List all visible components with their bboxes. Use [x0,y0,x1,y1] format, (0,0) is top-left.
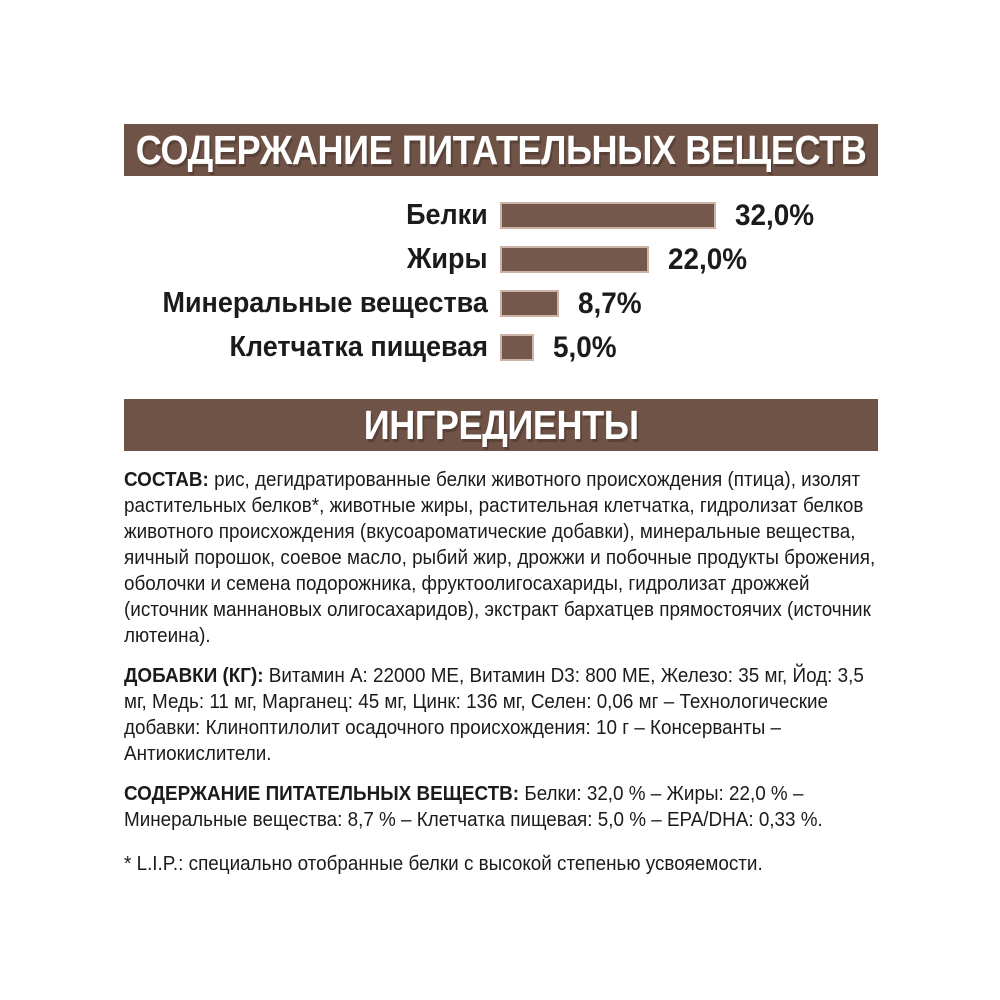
chart-category-label: Белки [406,199,488,231]
composition-label: СОСТАВ: [124,468,209,491]
chart-bar [500,246,649,273]
chart-row-proteins [124,198,878,232]
chart-row-fats [124,242,878,276]
nutrients-header-bar [124,124,878,176]
ingredients-header-title: ИНГРЕДИЕНТЫ [363,401,639,448]
nutrients-header-title: СОДЕРЖАНИЕ ПИТАТЕЛЬНЫХ ВЕЩЕСТВ [135,126,867,173]
chart-value-label: 32,0% [735,198,815,232]
composition-text: рис, дегидратированные белки животного происхождения (птица), изолят растительных белков*, животные жиры, растительная клетчатка, гидролизат белков животного происхождения (вкусоароматические добавки), минеральные вещества, яичный порошок, соевое масло, рыбий жир, дрожжи и побочные продукты брожения, оболочки и семена подорожника, фруктоолигосахариды, гидролизат дрожжей (источник маннановых олигосахаридов), экстракт бархатцев прямостоячих (источник лютеина). [124,468,876,647]
additives-paragraph [124,663,878,767]
chart-category-label: Жиры [407,243,488,275]
label-content [124,124,878,877]
chart-bar [500,290,559,317]
chart-row-minerals [124,286,878,320]
analysis-paragraph [124,781,878,833]
analysis-label: СОДЕРЖАНИЕ ПИТАТЕЛЬНЫХ ВЕЩЕСТВ: [124,782,520,805]
analysis-text: Белки: 32,0 % – Жиры: 22,0 % – Минеральные вещества: 8,7 % – Клетчатка пищевая: 5,0 % – EPA/DHA: 0,33 %. [124,782,823,831]
lip-footnote: * L.I.P.: специально отобранные белки с высокой степенью усвояемости. [124,852,763,875]
chart-bar [500,334,534,361]
chart-category-label: Минеральные вещества [162,287,488,319]
chart-value-label: 5,0% [553,330,617,364]
chart-value-label: 8,7% [578,286,642,320]
chart-bar [500,202,716,229]
chart-row-fibre [124,330,878,364]
additives-text: Витамин А: 22000 МЕ, Витамин D3: 800 МЕ, Железо: 35 мг, Йод: 3,5 мг, Медь: 11 мг, Марганец: 45 мг, Цинк: 136 мг, Селен: 0,06 мг – Технологические добавки: Клиноптилолит осадочного происхождения: 10 г – Консерванты – Антиокислители. [124,664,864,765]
chart-value-label: 22,0% [668,242,748,276]
additives-label: ДОБАВКИ (КГ): [124,664,264,687]
ingredients-header-bar [124,399,878,451]
chart-category-label: Клетчатка пищевая [229,331,488,363]
nutrient-bar-chart [124,198,878,364]
ingredients-text-block [124,467,878,877]
composition-paragraph [124,467,878,649]
